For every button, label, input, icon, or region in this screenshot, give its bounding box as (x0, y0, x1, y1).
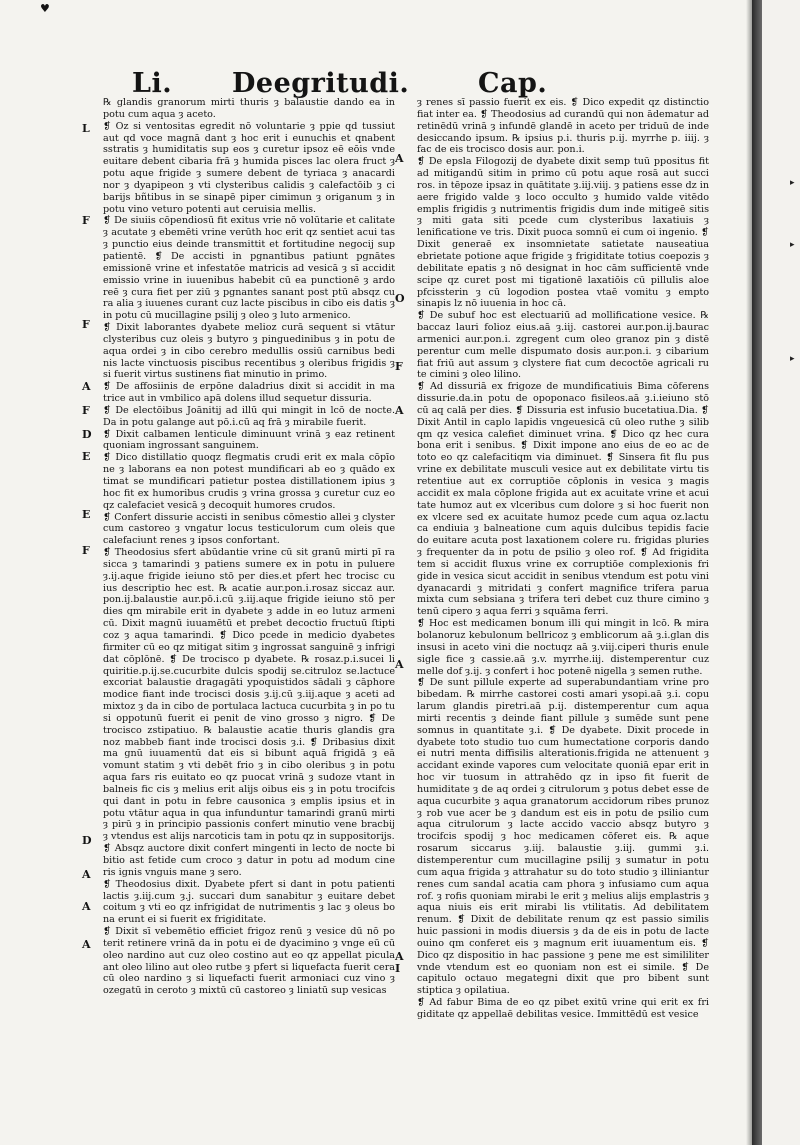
paragraph: ❡ Dixit sī vebemētio efficiet frigoz renū ȝ vesice dū nō po terit retinere vrinā da in potu ei de dyacimino ȝ vnge eū cū oleo nardino aut cuz oleo costino aut eo qz appellat picula ant oleo lilino aut oleo rutbe ȝ pfert si liquefacta fuerit cera cū oleo nardino ȝ si liquefacti fuerit armoniaci cuz vino ȝ ozegatū in ceroto ȝ mixtū cū castoreo ȝ liniatū sup vesicas (103, 926, 395, 997)
margin-letter: F (82, 318, 90, 331)
text-column-right (417, 97, 709, 1021)
margin-letter: F (395, 360, 403, 373)
margin-letter: A (82, 938, 91, 951)
margin-letter: D (82, 428, 92, 441)
margin-letter: F (82, 404, 90, 417)
paragraph: ❡ Theodosius dixit. Dyabete pfert si dant in potu patienti lactis ȝ.iij.cum ȝ.j. succari dum sanabitur ȝ euitare debet coitum ȝ vti eo qz infrigidat de nutrimentis ȝ lac ȝ oleus bo na erunt ei si fuerit ex frigiditate. (103, 878, 395, 926)
paragraph: ❡ Dico distillatio quoqz flegmatis crudi erit ex mala cōpīo ne ȝ laborans ea non potest mundificari ab eo ȝ quādo ex timat se mundificari patietur postea distillationem ipius ȝ hoc fit ex humoribus crudis ȝ vrina grossa ȝ curetur cuz eo qz calefaciet vesicā ȝ decoquit humores crudos. (103, 452, 395, 511)
paragraph: ȝ renes sī passio fuerit ex eis. ❡ Dico expedit qz distinctio fiat inter ea. ❡ Theodosius ad curandū qui non ādematur ad retinēdū vrinā ȝ infundē glandē in aceto per triduū de inde desiccando ipsum. ℞ ipsius p.i. thuris p.ij. myrrhe p. iiij. ȝ fac de eis trocisco dosis aur. pon.i. (417, 97, 709, 156)
margin-letter: A (395, 404, 404, 417)
paragraph: ❡ Hoc est medicamen bonum illi qui mingit in lcō. ℞ mira bolanoruz kebulonum bellricoz ȝ emblicorum aā ȝ.i.glan dis insusi in aceto vini die noctuqz aā ȝ.viij.ciperi thuris enule sigle fice ȝ cassie.aā ȝ.v. myrrhe.iij. distemperentur cuz melle dof ȝ.ij. ȝ confert i hoc potenē nigella ȝ semen ruthe. (417, 618, 709, 677)
paragraph: ❡ Theodosius sfert abūdantie vrine cū sit granū mirti pī ra sicca ȝ tamarindi ȝ patiens sumere ex in potu in puluere ȝ.ij.aque frigide ieiuno stō per dies.et pfert hec trocisc cu ius descriptio hec est. ℞ acatie aur.pon.i.rosaz siccaz aur. pon.ij.balaustie aur.pō.i.cū ȝ.iij.aque frigide ieiuno stō per dies qm mirabile erit in dyabete ȝ adde in eo lutuz armeni cū. Dixit magnū iuuamētū et prebet decoctio fructuū ſtipti coz ȝ aqua tamarindi. ❡ Dico pcede in medicio dyabetes firmiter cū eo qz mitigat sitim ȝ ingrossat sanguinē ȝ infrigi dat cōplōnē. ❡ De trocisco p dyabete. ℞ rosaz.p.i.sucei li quiritie.p.ij.se.cucurbite dulcis spodij se.citruloz se.lactuce excoriat balaustie dragagāti ypoquistidos sādali ȝ cāphore modice fiant inde trocisci dosis ȝ.ij.cū ȝ.iij.aque ȝ aceti ad mixtoz ȝ da in cibo de portulaca lactuca cucurbita ȝ in po tu si oppotunū fuerit ei penit de vino grosso ȝ nigro. ❡ De trocisco zstipatiuo. ℞ balaustie acatie thuris glandis gra noz mabbeb fiant inde trocisci dosis ȝ.i. ❡ Dribasius dixit ma gnū iuuamentū dat eis si bibunt aquā frigidā ȝ eā vomunt statim ȝ vti debēt frio ȝ in cibo oleribus ȝ in potu aqua fars ris euitato eo qz puocat vrinā ȝ sudoze vtant in balneis fic cis ȝ melius erit alijs oibus eis ȝ in potu trocifcis qui dant in potu in febre causonica ȝ emplis ipsius et in potu vtātur aqua in qua infunduntur tamarindi granū mirti ȝ pirū ȝ in principio passionis confert minutio vene bracbij ȝ vtendus est alijs narcoticis tam in potu qz in suppositorijs. (103, 547, 395, 843)
text-column-left (103, 97, 395, 997)
facing-page-edge (762, 0, 800, 1145)
paragraph: ❡ Dixit laborantes dyabete melioz curā sequent si vtātur clysteribus cuz oleis ȝ butyro ȝ pinguedinibus ȝ in potu de aqua ordei ȝ in cibo cerebro medullis ossiū carnibus bedi nis lacte vinctuosis piscibus recentibus ȝ oleribus frigidis ȝ si fuerit virtus sustinens fiat minutio in primo. (103, 322, 395, 381)
margin-letter: E (82, 450, 91, 463)
margin-letter: A (82, 900, 91, 913)
paragraph: ❡ De affosiinis de erpōne daladrius dixit si accidit in ma trice aut in vmbilico apā dolens illud sequetur dissuria. (103, 381, 395, 405)
paragraph: ❡ Absqz auctore dixit confert mingenti in lecto de nocte bi bitio ast fetide cum croco ȝ datur in potu ad modum cine ris ignis vnguis mane ȝ sero. (103, 843, 395, 878)
paragraph: ℞ glandis granorum mirti thuris ȝ balaustie dando ea in potu cum aqua ȝ aceto. (103, 97, 395, 120)
facing-page-mark: ▸ (790, 240, 795, 250)
running-head-title: Deegritudi. (232, 68, 410, 99)
facing-page-mark: ▸ (790, 178, 795, 188)
paragraph: ❡ Confert dissurie accisti in senibus cōmestio allei ȝ clyster cum castoreo ȝ vngatur locus testiculorum cum oleis que calefaciunt renes ȝ ipsos confortant. (103, 511, 395, 547)
paragraph: ❡ Ad fabur Bima de eo qz pibet exitū vrine qui erit ex fri giditate qz appellaē debilitas vesice. Immittēdū est vesice (417, 997, 709, 1020)
page-gutter (752, 0, 762, 1145)
paragraph: ❡ Dixit calbamen lenticule diminuunt vrinā ȝ eaz retinent quoniam ingrossant sanguinem. (103, 428, 395, 452)
margin-letter: E (82, 508, 91, 521)
paragraph: ❡ De epsla Filogozij de dyabete dixit semp tuū ppositus fit ad mitigandū sitim in primo cū potu aque rosā aut succi ros. in tēpoze ipsaz in quātitate ȝ.iij.viij. ȝ patiens esse dz in aere frigido valde ȝ loco occulto ȝ humido valde vitēdo emplis frigidis ȝ nutrimentis frigidis dum inde mitigeē sitis ȝ miti gata siti pcede cum clysteribus laxatiuis ȝ lenificatione ve tris. Dixit puoca somnū ei cum oi ingenio. ❡ Dixit generaē ex insomnietate satietate nauseatiua ebrietate potione aque frigide ȝ frigiditate totius coepozis ȝ debilitate epatis ȝ nō designat in hoc cām sufficientē vnde scipe qz curet post mi tigationē laxatiōis cū pillulis aloe pfcissterin ȝ cū logodion postea vtaē vomitu ȝ empto sinapis lz nō iuuenia in hoc cā. (417, 156, 709, 310)
facing-page-mark: ▸ (790, 354, 795, 364)
paragraph: ❡ De subuf hoc est electuariū ad mollificatione vesice. ℞ baccaz lauri folioz eius.aā ȝ.iij. castorei aur.pon.ij.baurac armenici aur.pon.i. zgregent cum oleo granoz pin ȝ distē perentur cum melle dispumato dosis aur.pon.i. ȝ cibarium fiat friū aut assum ȝ clystere fiat cum decoctōe agricali ru te cimini ȝ oleo lilino. (417, 310, 709, 381)
margin-letter: A (395, 950, 404, 963)
running-head-right: Cap. (478, 68, 548, 99)
paragraph: ❡ Ad dissuriā ex frigoze de mundificatiuis Bima cōferens dissurie.da.in potu de opoponaco fisileos.aā ȝ.i.ieiuno stō cū aq calā per dies. ❡ Dissuria est infusio bucetatiua.Dia. ❡ Dixit Antil in caplo lapidis vngeuesicā cū oleo ruthe ȝ silib qm qz vesica calefiet diminuet vrina. ❡ Dico qz hec cura bona erit i senibus. ❡ Dixit impone ano eius de eo ac de toto eo qz calefacitiqm via diminuet. ❡ Sinsera fit flu pus vrine ex debilitate musculi vesice aut ex debilitate virtu tis retentiue aut ex corruptiōe cōplonis in vesica ȝ magis accidit ex mala cōplone frigida aut ex acuitate vrine et acui tate humoz aut ex vlceribus cum dolore ȝ si hoc fuerit non ex vlcere sed ex acuitate humoz pcede cum aqua oz.lactu ca endiuia ȝ balneatione cum aquis dulcibus tepidis facie do euitare acuta post laxationem colere ru. frigidas pluries ȝ frequenter da in potu de psilio ȝ oleo rof. ❡ Ad frigidita tem si accidit fluxus vrine ex corruptiōe complexionis fri gide in vesica sicut accidit in senibus vtendum est potu vini dyanacardi ȝ mitridati ȝ confert magnifice trifera parua mixta cum sebsiana ȝ trifera teri debet cuz thure cimino ȝ tenū cipero ȝ aqua ferri ȝ squāma ferri. (417, 381, 709, 618)
paragraph: ❡ De electōibus Joānitij ad illū qui mingit in lcō de nocte. Da in potu galange aut pō.i.cū aq frā ȝ mirabile fuerit. (103, 404, 395, 428)
margin-letter: L (82, 122, 90, 135)
margin-letter: A (395, 658, 404, 671)
margin-letter: A (82, 868, 91, 881)
margin-letter: D (82, 834, 92, 847)
margin-letter: F (82, 544, 90, 557)
corner-mark: ♥ (40, 2, 50, 15)
paragraph: ❡ De siuiis cōpendiosū fit exitus vrie nō volūtarie et calitate ȝ acutate ȝ ebemēti vrine verūth hoc erit qz sentiet acui tas ȝ punctio eius deinde transmittit et fortitudine negocij sup patientē. ❡ De accisti in pgnantibus patiunt pgnātes emissionē vrine et infestatōe matricis ad vesicā ȝ sī accidit emissio vrine in iuuenibus habebit cū ea punctionē ȝ ardo reē ȝ cura fiet per ziū ȝ pgnantes sanant post ptū absqz cu ra alia ȝ iuuenes curant cuz lacte piscibus in cibo eis datis ȝ in potu cū mucillagine psilij ȝ oleo ȝ luto armenico. (103, 215, 395, 322)
running-head-left: Li. (132, 68, 173, 99)
margin-letter: A (82, 380, 91, 393)
paragraph: ❡ De sunt pillule experte ad superabundantiam vrine pro bibedam. ℞ mirrhe castorei costi amari ysopi.aā ȝ.i. copu larum glandis piretri.aā p.ij. distemperentur cum aqua mirti recentis ȝ deinde fiant pillule ȝ sumēde sunt pene somnus in quantitate ȝ.i. ❡ De dyabete. Dixit procede in dyabete toto studio tuo cum humectatione corporis dando ei nutri menta diffisilis alterationis.frigida ne attenuent ȝ accidant exinde vapores cum velocitate quoniā epar erit in hoc vir tuosum in attrahēdo qz in ipso fit fuerit de humiditate ȝ de aq ordei ȝ citrulorum ȝ potus debet esse de aqua cucurbite ȝ aqua granatorum accidorum ribes prunoz ȝ rob vue acer be ȝ dandum est eis in potu de psilio cum aqua citrulorum ȝ lacte accido vaccio absqz butyro ȝ trocifcis spodij ȝ hoc medicamen cōferet eis. ℞ aque rosarum siccarus ȝ.iij. balaustie ȝ.iij. gummi ȝ.i. distemperentur cum mucillagine psilij ȝ sumatur in potu cum aqua frigida ȝ attrahatur su do toto studio ȝ illiniantur renes cum sandal acatia cam phora ȝ infusiamo cum aqua rof. ȝ rofis quoniam mirabi le erit ȝ melius alijs emplastris ȝ aqua niuis eis erit mirabi lis vtilitatis. Ad debilitatem renum. ❡ Dixit de debilitate renum qz est passio similis huic passioni in modis diuersis ȝ da de eis in potu de lacte ouino qm conferet eis ȝ magnum erit iuuamentum eis. ❡ Dico qz dispositio in hac passione ȝ pene me est simililiter vnde vtendum est eo quoniam non est ei simile. ❡ De capitulo octauo megategni dixit que pro bibent sunt stiptica ȝ opilatiua. (417, 677, 709, 997)
margin-letter: F (82, 214, 90, 227)
paragraph: ❡ Oz si ventositas egredit nō voluntarie ȝ ppie qd tussiut aut qd voce magnā dant ȝ hoc erit i eunuchis et qnabent sstratis ȝ humiditatis sup eos ȝ curetur ipsoz eē eōis vnde euitare debent cibaria frā ȝ humida pisces lac olera fruct ȝ potu aque frigide ȝ sumere debent de tyriaca ȝ anacardi nor ȝ dyapipeon ȝ vti clysteribus calidis ȝ calefactōib ȝ ci barijs bñtibus in se sinapē piper cimimun ȝ origanum ȝ in potu vino veturo potenti aut ceruisia mellis. (103, 120, 395, 215)
margin-letter: A (395, 152, 404, 165)
margin-letter: I (395, 962, 401, 975)
margin-letter: O (395, 292, 405, 305)
